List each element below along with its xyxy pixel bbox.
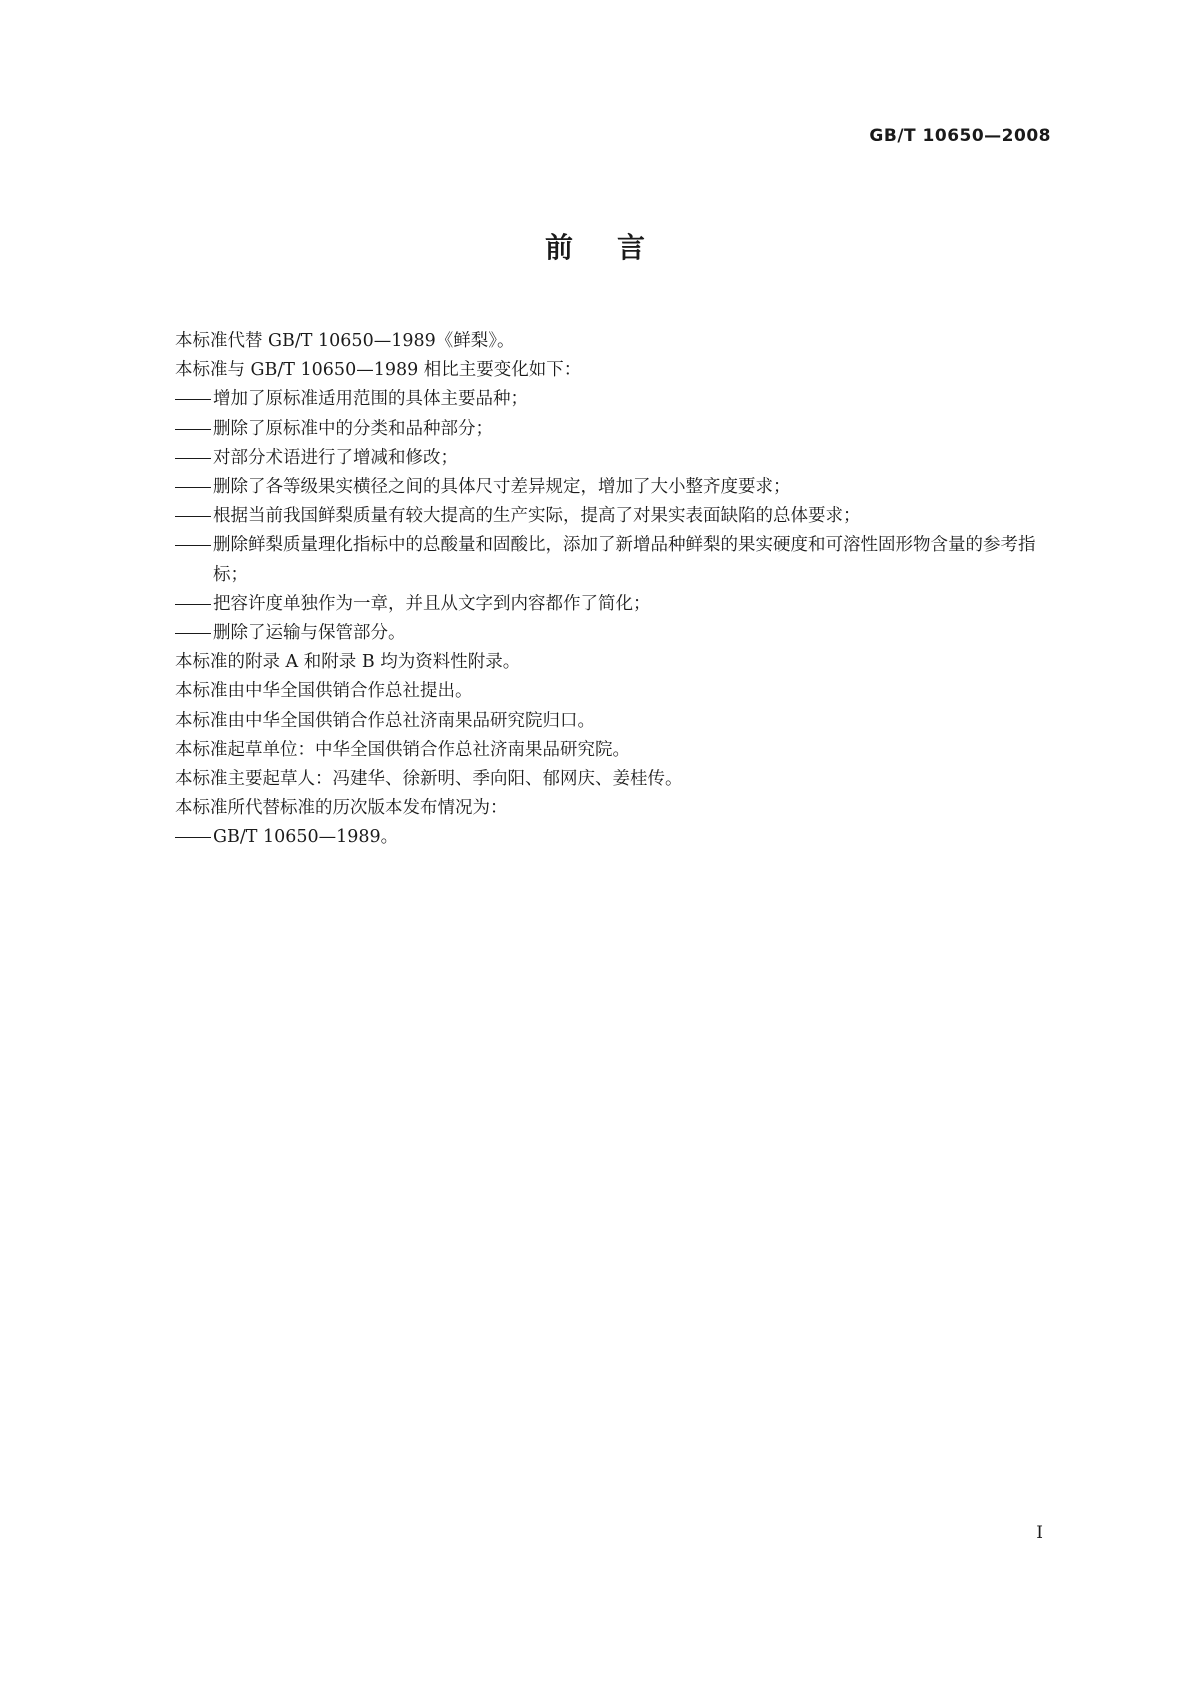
list-item-text: 根据当前我国鲜梨质量有较大提高的生产实际，提高了对果实表面缺陷的总体要求； [213,506,861,527]
dash-bullet [175,823,213,852]
list-item [175,385,1045,414]
list-item [175,590,1045,619]
page-title: 前 言 [545,231,646,264]
paragraph: 本标准由中华全国供销合作总社济南果品研究院归口。 [175,710,595,731]
dash-bullet [175,619,213,648]
list-item-text: 删除鲜梨质量理化指标中的总酸量和固酸比，添加了新增品种鲜梨的果实硬度和可溶性固形物含量的参考指标； [213,535,1036,585]
paragraph: 本标准与 GB/T 10650—1989 相比主要变化如下： [175,360,582,381]
paragraph: 本标准代替 GB/T 10650—1989《鲜梨》。 [175,331,515,351]
paragraph: 本标准由中华全国供销合作总社提出。 [175,681,473,702]
list-item-text: 删除了运输与保管部分。 [213,623,406,644]
dash-bullet [175,385,213,414]
list-item-text: 增加了原标准适用范围的具体主要品种； [213,389,528,410]
foreword-body [175,327,1045,853]
list-item [175,619,1045,648]
dash-bullet [175,531,213,560]
list-item [175,473,1045,502]
dash-bullet [175,444,213,473]
paragraph: 本标准所代替标准的历次版本发布情况为： [175,798,508,819]
dash-bullet [175,590,213,619]
dash-bullet [175,502,213,531]
paragraph: 本标准主要起草人：冯建华、徐新明、季向阳、郁网庆、姜桂传。 [175,769,683,790]
paragraph: 本标准起草单位：中华全国供销合作总社济南果品研究院。 [175,739,630,760]
dash-bullet [175,473,213,502]
list-item [175,444,1045,473]
list-item-text: 删除了原标准中的分类和品种部分； [213,418,493,439]
list-item-text: 对部分术语进行了增减和修改； [213,447,458,468]
standard-code: GB/T 10650—2008 [869,126,1051,146]
list-item-text: 把容许度单独作为一章，并且从文字到内容都作了简化； [213,593,651,614]
list-item [175,502,1045,531]
list-item [175,415,1045,444]
list-item [175,823,1045,852]
paragraph: 本标准的附录 A 和附录 B 均为资料性附录。 [175,652,521,673]
page-number: Ⅰ [1036,1523,1043,1543]
dash-bullet [175,415,213,444]
list-item-text: GB/T 10650—1989。 [213,827,399,848]
list-item [175,531,1045,589]
list-item-text: 删除了各等级果实横径之间的具体尺寸差异规定，增加了大小整齐度要求； [213,477,791,498]
